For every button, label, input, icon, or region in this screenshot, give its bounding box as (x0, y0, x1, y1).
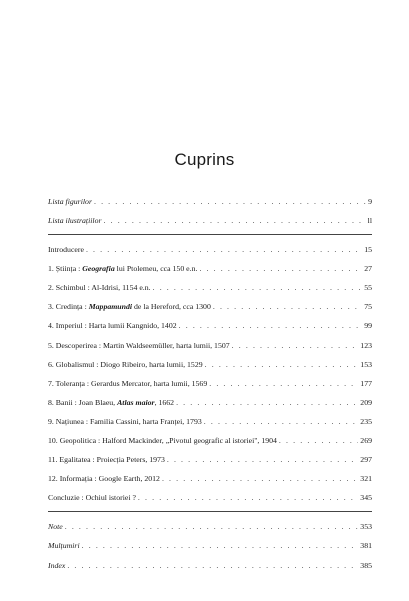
toc-page-number: 123 (360, 340, 372, 350)
section-divider (48, 234, 372, 235)
toc-entry (48, 398, 372, 407)
back-matter-list (48, 522, 372, 569)
section-divider (48, 511, 372, 512)
toc-entry-label: 4. Imperiul : Harta lumii Kangnido, 1402 (48, 321, 177, 331)
toc-entry (48, 302, 372, 311)
toc-entry (48, 436, 372, 445)
toc-entry-label: 6. Globalismul : Diogo Ribeiro, harta lumii, 1529 (48, 359, 203, 369)
dot-leader (232, 341, 359, 350)
dot-leader (162, 474, 358, 483)
dot-leader (94, 197, 366, 206)
dot-leader (82, 541, 359, 550)
toc-entry (48, 360, 372, 369)
toc-page-number: 321 (360, 474, 372, 484)
toc-entry-label: Introducere (48, 245, 84, 255)
dot-leader (153, 283, 363, 292)
toc-entry (48, 493, 372, 502)
dot-leader (209, 379, 358, 388)
dot-leader (213, 302, 362, 311)
dot-leader (67, 561, 358, 570)
toc-entry (48, 561, 372, 570)
dot-leader (205, 360, 359, 369)
dot-leader (86, 245, 362, 254)
dot-leader (279, 436, 358, 445)
toc-entry-label: 10. Geopolitica : Halford Mackinder, „Pivotul geografic al istoriei", 1904 (48, 436, 277, 446)
dot-leader (176, 398, 358, 407)
front-matter-list (48, 197, 372, 225)
toc-entry (48, 245, 372, 254)
toc-page-number: 9 (368, 197, 372, 206)
toc-entry-label: Lista figurilor (48, 197, 92, 206)
dot-leader (167, 455, 358, 464)
toc-entry-label: 2. Schimbul : Al-Idrisi, 1154 e.n. (48, 283, 151, 293)
toc-entry-label: 1. Știința : Geografia lui Ptolemeu, cca 150 e.n. (48, 264, 198, 274)
toc-entry (48, 522, 372, 531)
toc-page-number: 177 (360, 378, 372, 388)
toc-page-number: 99 (364, 321, 372, 331)
toc-entry-label: 3. Credința : Mappamundi de la Hereford, cca 1300 (48, 302, 211, 312)
toc-entry-label: 11. Egalitatea : Proiecția Peters, 1973 (48, 455, 165, 465)
dot-leader (138, 493, 358, 502)
toc-entry-label: 9. Națiunea : Familia Cassini, harta Franței, 1793 (48, 416, 202, 426)
toc-entry-label: 8. Banii : Joan Blaeu, Atlas maior, 1662 (48, 397, 175, 407)
toc-entry (48, 283, 372, 292)
toc-entry-label: Mulțumiri (48, 541, 80, 551)
toc-page-number: 27 (364, 264, 372, 274)
toc-entry (48, 216, 372, 225)
toc-page-number: 235 (360, 416, 372, 426)
toc-page-number: 153 (360, 359, 372, 369)
toc-page-number: 209 (360, 397, 372, 407)
toc-entry-label: Concluzie : Ochiul istoriei ? (48, 493, 136, 503)
dot-leader (204, 417, 359, 426)
dot-leader (65, 522, 359, 531)
toc-page-number: 269 (360, 436, 372, 446)
toc-entry-label: Note (48, 522, 63, 532)
toc-entry-label: 12. Informația : Google Earth, 2012 (48, 474, 160, 484)
toc-page-number: 55 (364, 283, 372, 293)
toc-entry (48, 417, 372, 426)
toc-entry (48, 541, 372, 550)
toc-entry (48, 341, 372, 350)
toc-entry-label: Lista ilustrațiilor (48, 216, 102, 226)
toc-entry (48, 474, 372, 483)
toc-entry (48, 264, 372, 273)
toc-entry-label: 7. Toleranța : Gerardus Mercator, harta lumii, 1569 (48, 378, 208, 388)
toc-entry (48, 197, 372, 206)
table-of-contents (48, 197, 372, 570)
toc-page-number: 297 (360, 455, 372, 465)
toc-page-number: 75 (364, 302, 372, 312)
toc-page-number: 15 (364, 245, 372, 255)
toc-page-number: 381 (360, 541, 372, 551)
toc-page-number: 385 (360, 560, 372, 570)
toc-entry-label: Index (48, 560, 66, 570)
toc-entry (48, 321, 372, 330)
toc-page-number: ll (367, 216, 372, 226)
toc-page-number: 353 (360, 522, 372, 532)
toc-entry (48, 455, 372, 464)
toc-entry (48, 379, 372, 388)
dot-leader (104, 216, 366, 225)
dot-leader (179, 321, 363, 330)
toc-page-number: 345 (360, 493, 372, 503)
dot-leader (199, 264, 362, 273)
chapters-list (48, 245, 372, 502)
toc-entry-label: 5. Descoperirea : Martin Waldseemüller, harta lumii, 1507 (48, 340, 230, 350)
page-title: Cuprins (174, 150, 235, 169)
